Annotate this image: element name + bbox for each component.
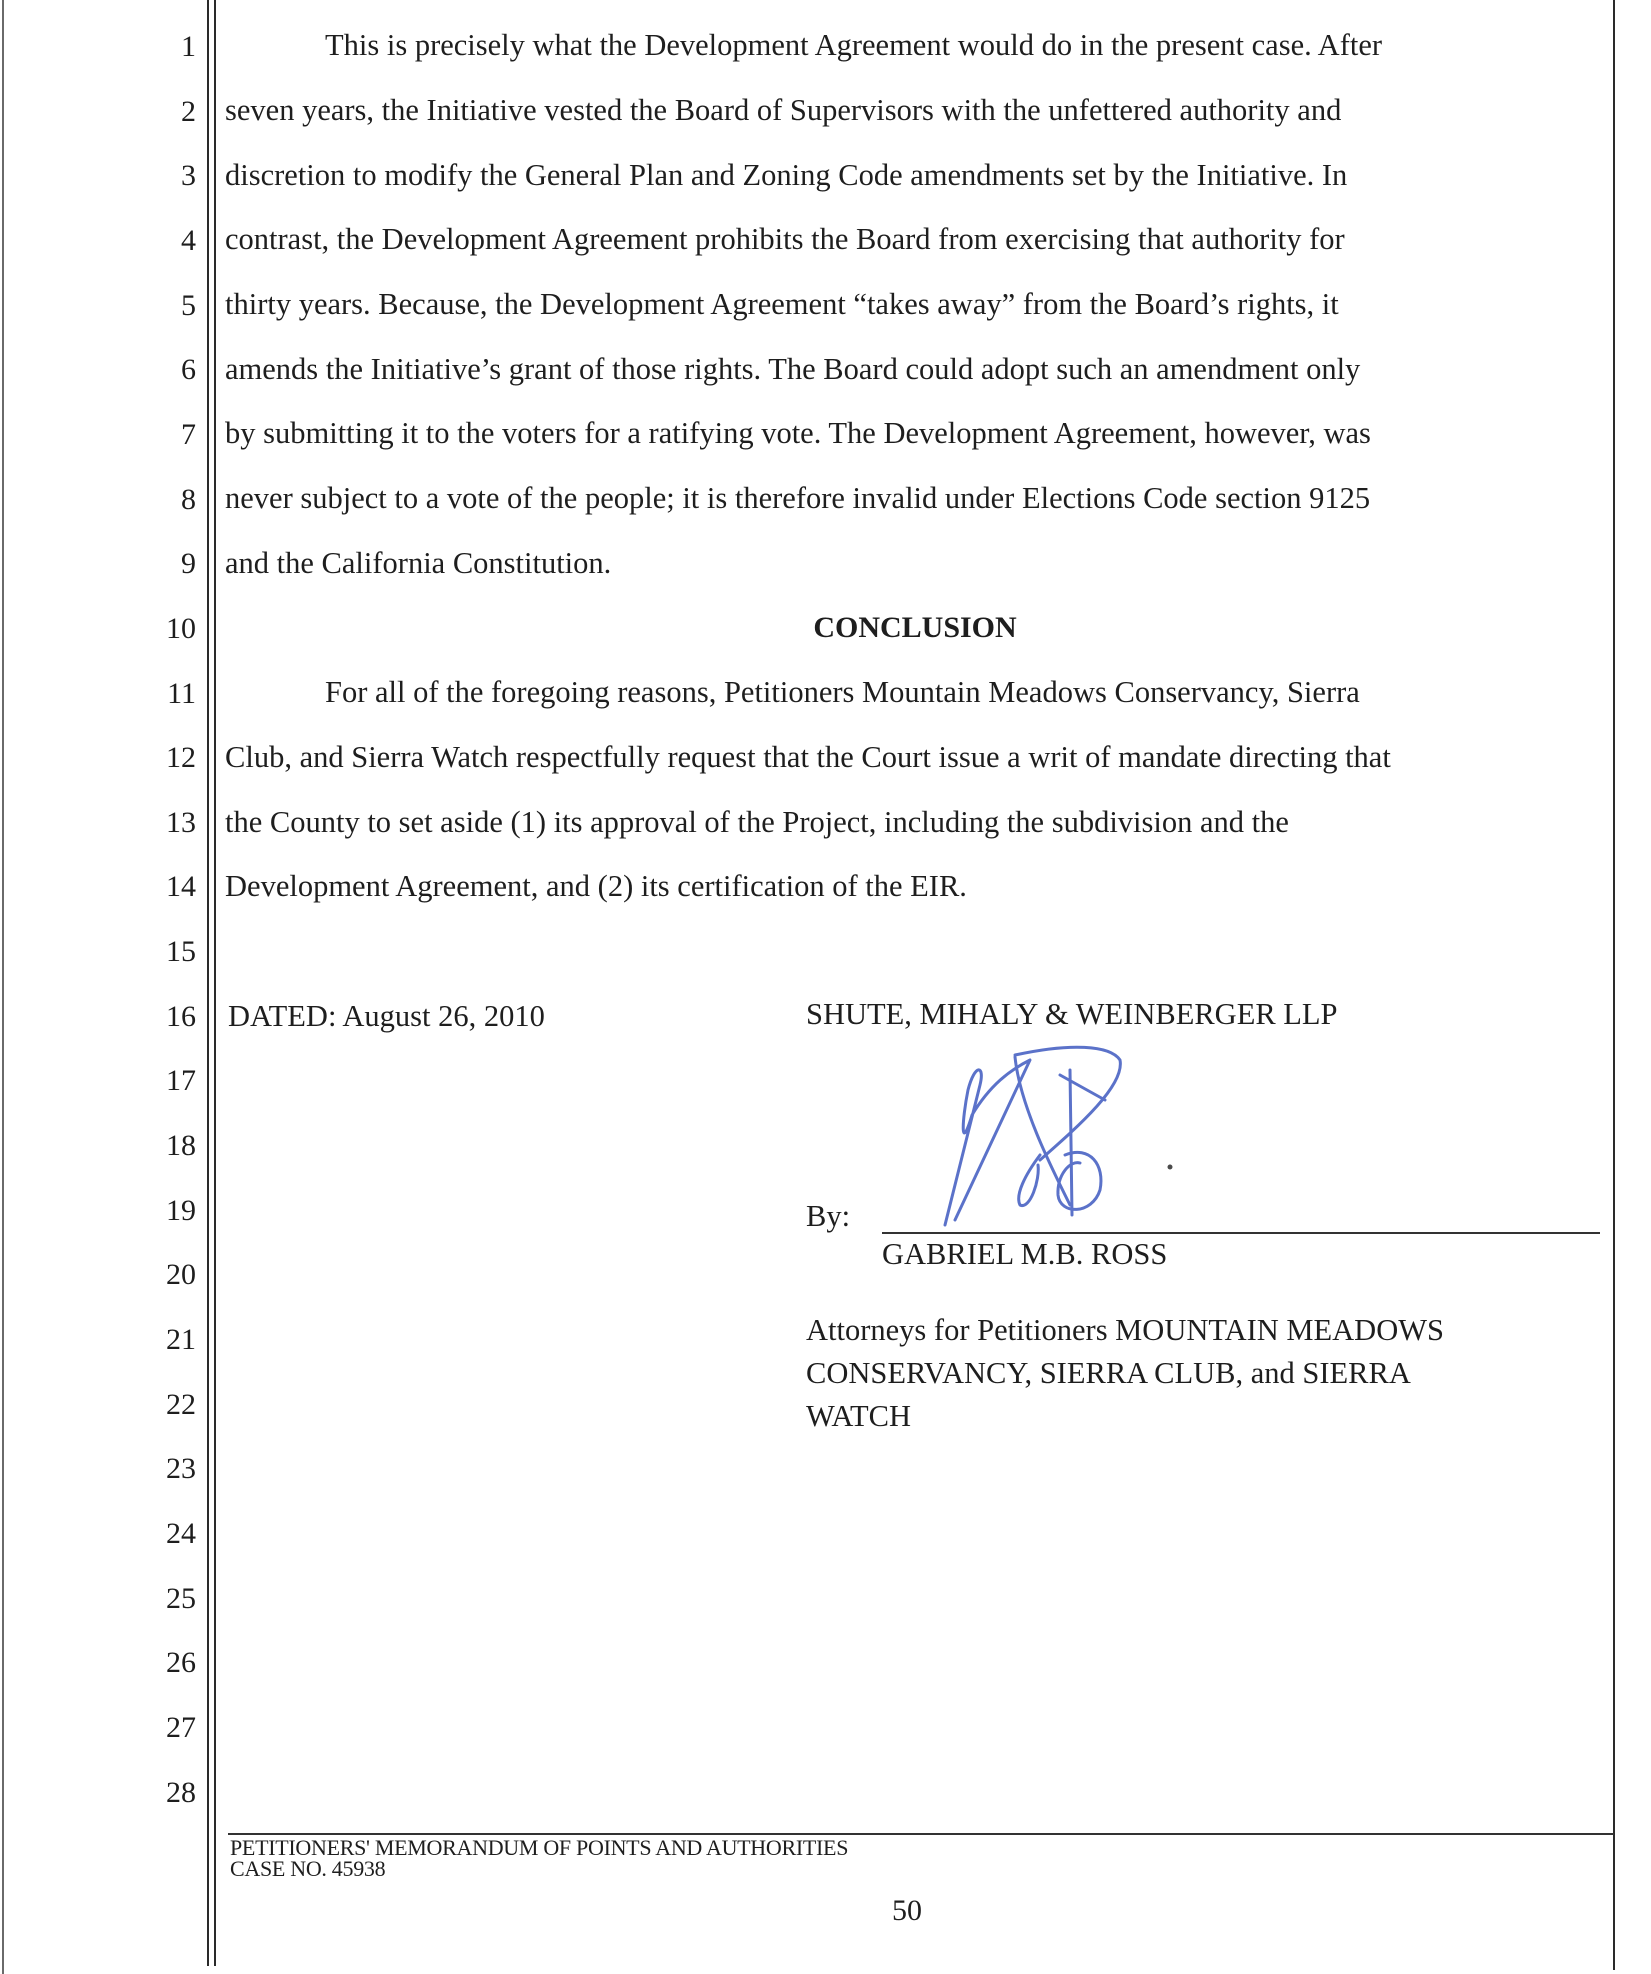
line-number: 14 (166, 870, 196, 904)
firm-name: SHUTE, MIHALY & WEINBERGER LLP (806, 997, 1338, 1031)
line-number: 23 (166, 1452, 196, 1486)
line-number: 17 (166, 1064, 196, 1098)
line-number: 1 (181, 30, 196, 63)
line-number: 4 (181, 223, 196, 257)
line-number: 24 (166, 1516, 196, 1550)
line-number: 9 (181, 547, 196, 581)
text-line: Development Agreement, and (2) its certification of the EIR. (225, 869, 967, 903)
line-number: 25 (166, 1581, 196, 1615)
line-number: 8 (181, 482, 196, 516)
text-line: For all of the foregoing reasons, Petitioners Mountain Meadows Conservancy, Sierra (325, 675, 1360, 709)
line-number: 28 (166, 1775, 196, 1809)
text-line: thirty years. Because, the Development Agreement “takes away” from the Board’s rights, it (225, 287, 1339, 321)
line-number: 27 (166, 1710, 196, 1744)
dated-line: DATED: August 26, 2010 (228, 999, 545, 1033)
section-heading: CONCLUSION (813, 611, 1017, 644)
page-edge (2, 0, 4, 1974)
text-line: contrast, the Development Agreement prohibits the Board from exercising that authority for (225, 222, 1345, 256)
page-number: 50 (892, 1894, 922, 1927)
line-number: 22 (166, 1387, 196, 1421)
signer-name: GABRIEL M.B. ROSS (882, 1237, 1168, 1271)
line-number: 21 (166, 1323, 196, 1356)
line-number: 12 (166, 741, 196, 775)
line-number: 16 (166, 999, 196, 1033)
line-number: 10 (166, 611, 196, 645)
line-number: 18 (166, 1129, 196, 1163)
text-line: amends the Initiative’s grant of those rights. The Board could adopt such an amendment only (225, 352, 1361, 386)
line-number: 7 (181, 417, 196, 451)
line-number: 6 (181, 353, 196, 387)
line-number: 19 (166, 1193, 196, 1227)
text-line: and the California Constitution. (225, 546, 612, 580)
line-number: 20 (166, 1258, 196, 1292)
text-line: Club, and Sierra Watch respectfully request that the Court issue a writ of mandate directing that (225, 740, 1391, 774)
line-number: 2 (181, 94, 196, 128)
left-margin-rule-inner (214, 0, 216, 1966)
text-line: seven years, the Initiative vested the Board of Supervisors with the unfettered authority and (225, 93, 1342, 127)
line-number: 5 (181, 288, 196, 322)
text-line: This is precisely what the Development Agreement would do in the present case. After (325, 28, 1383, 62)
line-number: 13 (166, 805, 196, 839)
right-margin-rule (1613, 0, 1615, 1970)
line-number: 3 (181, 159, 196, 193)
text-line: the County to set aside (1) its approval of the Project, including the subdivision and the (225, 805, 1289, 839)
attorneys-line: WATCH (806, 1399, 912, 1433)
by-label: By: (806, 1199, 851, 1233)
text-line: by submitting it to the voters for a ratifying vote. The Development Agreement, however, was (225, 416, 1371, 450)
line-number: 11 (167, 676, 196, 710)
line-number: 26 (166, 1646, 196, 1680)
text-line: discretion to modify the General Plan and Zoning Code amendments set by the Initiative. In (225, 158, 1348, 192)
signature-line (882, 1232, 1600, 1234)
left-margin-rule (207, 0, 209, 1966)
attorneys-line: Attorneys for Petitioners MOUNTAIN MEADOWS (806, 1313, 1444, 1347)
line-number: 15 (166, 935, 196, 969)
attorneys-line: CONSERVANCY, SIERRA CLUB, and SIERRA (806, 1356, 1411, 1390)
ink-dot (1168, 1165, 1173, 1170)
handwritten-signature (920, 1045, 1180, 1240)
text-line: never subject to a vote of the people; it is therefore invalid under Elections Code section 9125 (225, 481, 1371, 515)
footer-title: PETITIONERS' MEMORANDUM OF POINTS AND AUTHORITIES (230, 1835, 849, 1860)
footer-case-number: CASE NO. 45938 (230, 1856, 386, 1881)
